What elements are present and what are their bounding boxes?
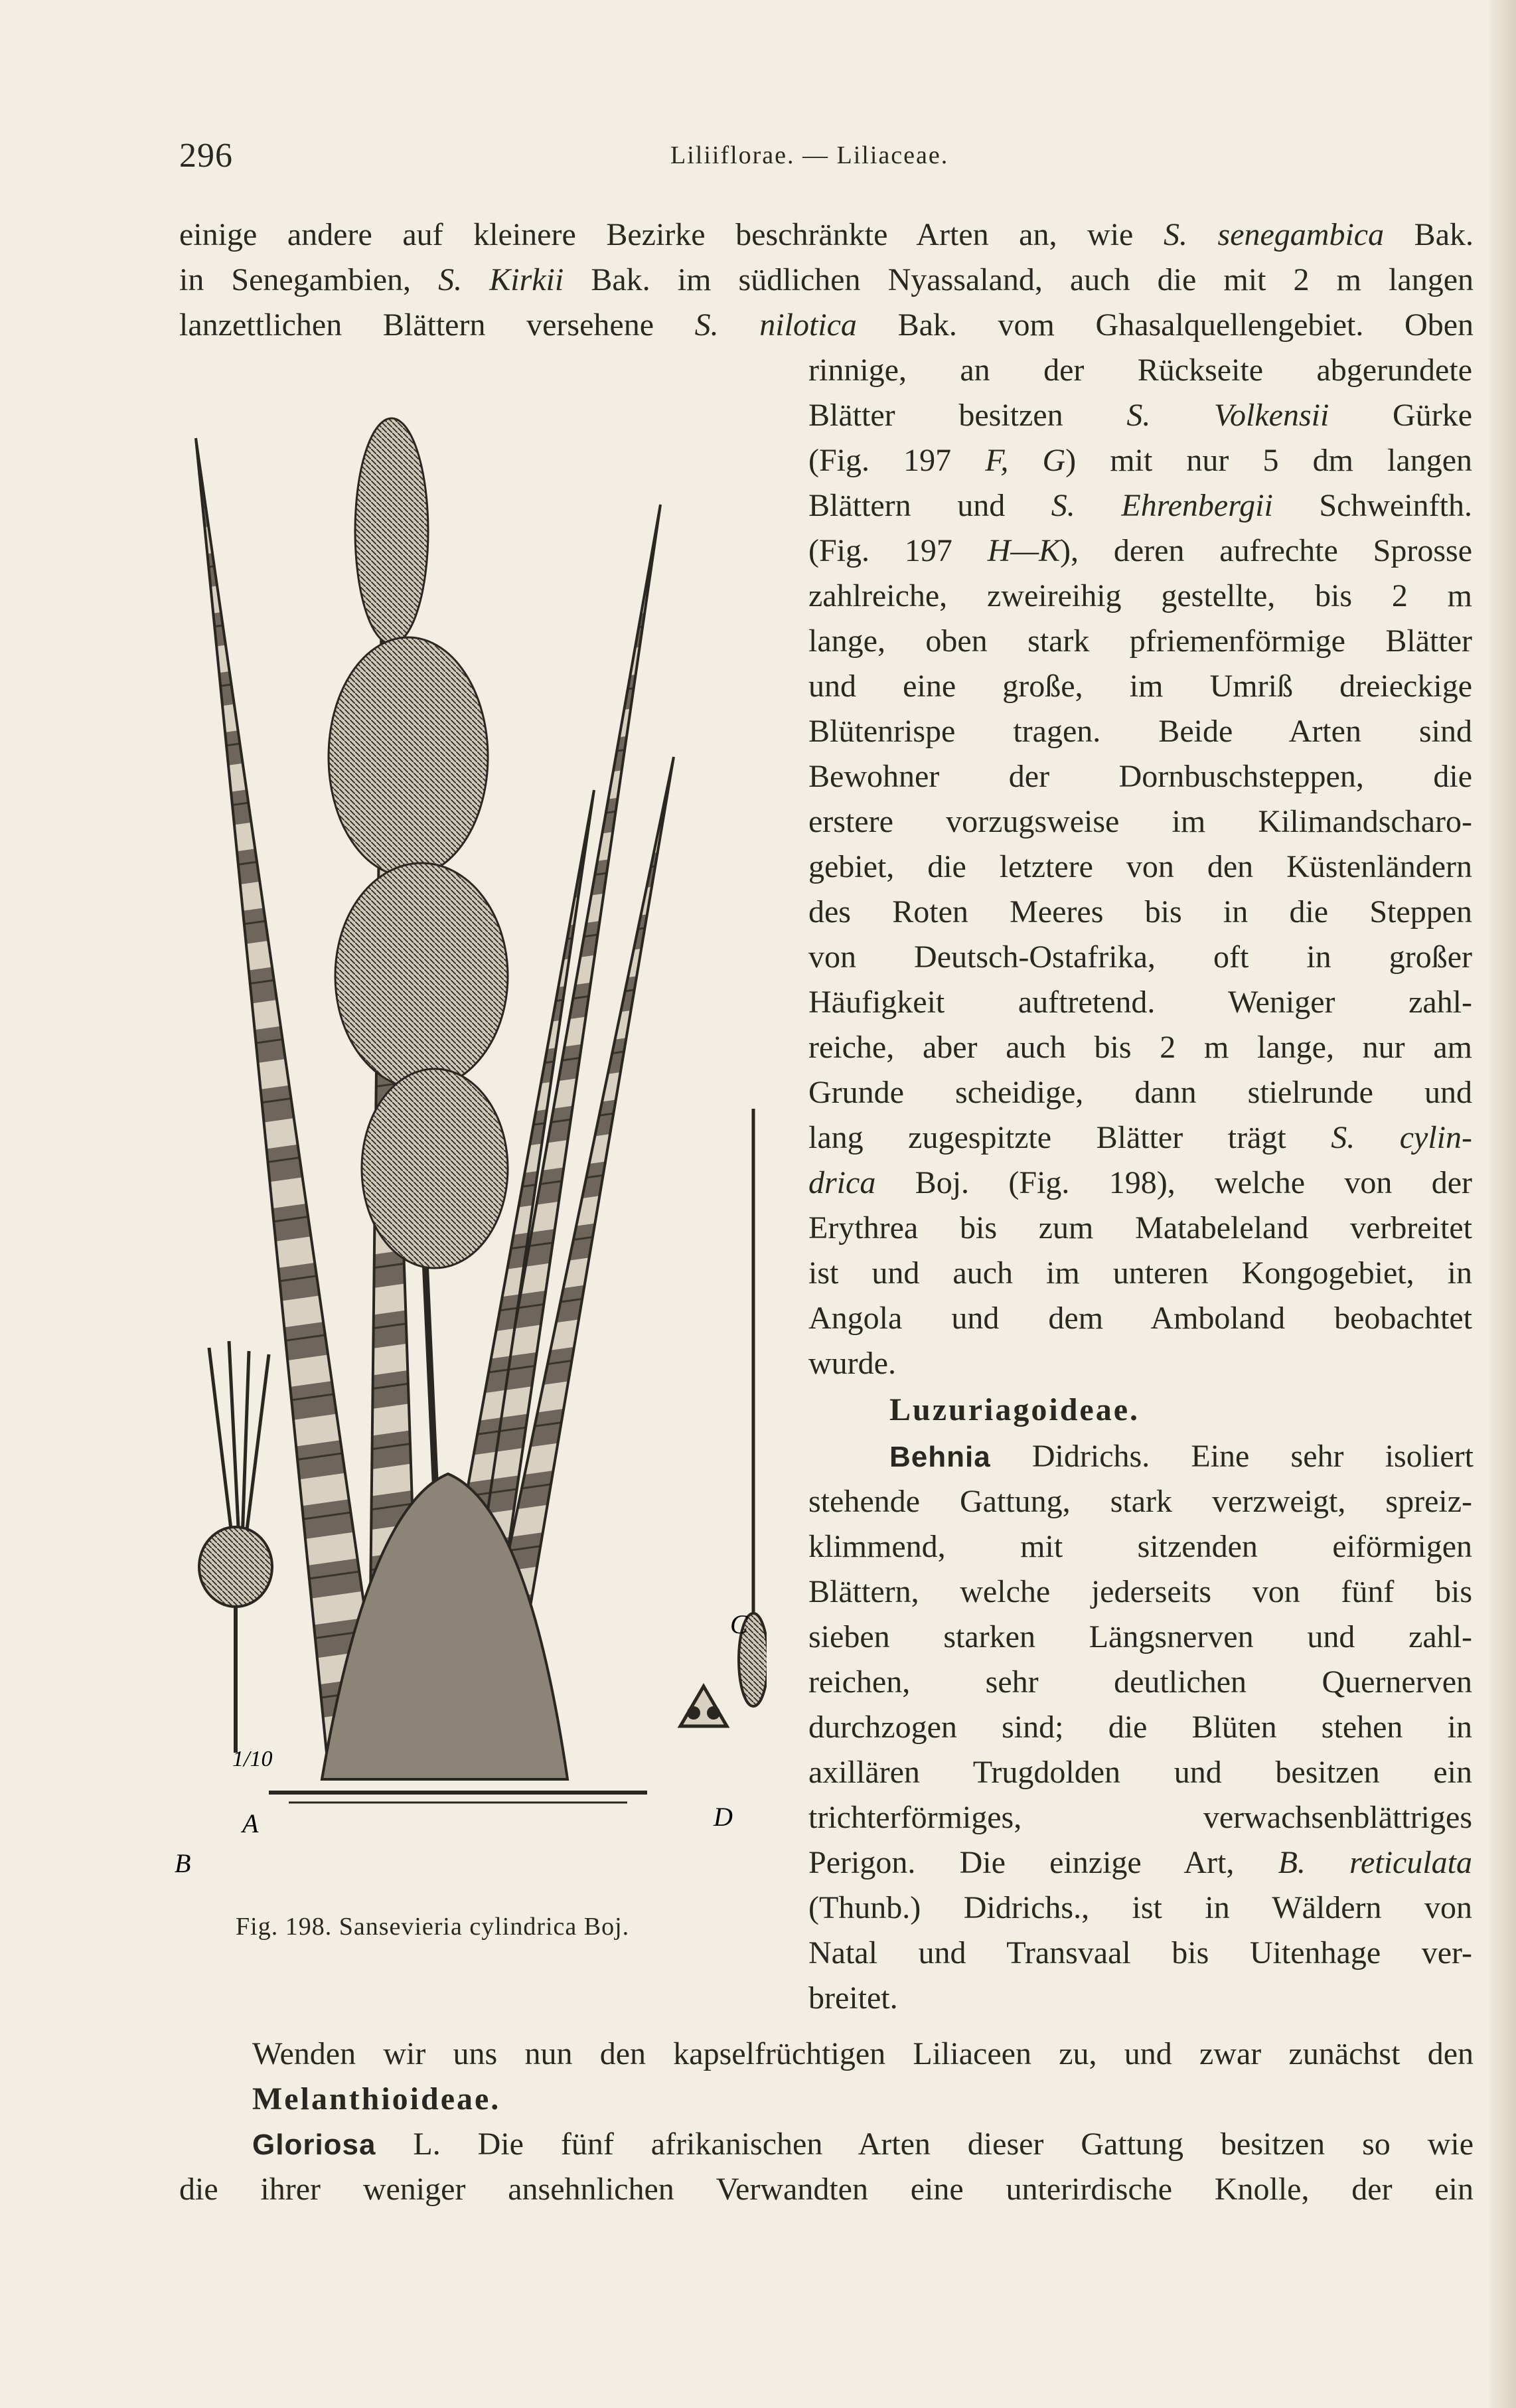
figure-illustration xyxy=(169,412,767,1892)
text-line: Bewohner der Dornbuschsteppen, die xyxy=(808,759,1472,794)
text-line: Blättern und S. Ehrenbergii Schweinfth. xyxy=(808,488,1472,523)
text-line: Angola und dem Amboland beobachtet xyxy=(808,1301,1472,1336)
text-line: gebiet, die letztere von den Küstenländern xyxy=(808,849,1472,884)
text-line: Blätter besitzen S. Volkensii Gürke xyxy=(808,398,1472,433)
text-line: des Roten Meeres bis in die Steppen xyxy=(808,894,1472,929)
text-line: Behnia Didrichs. Eine sehr isoliert xyxy=(889,1439,1474,1474)
text-line: klimmend, mit sitzenden eiförmigen xyxy=(808,1529,1472,1564)
running-title: Liliiflorae. — Liliaceae. xyxy=(670,141,949,169)
text-line: axillären Trugdolden und besitzen ein xyxy=(808,1755,1472,1790)
cross-section-detail-d xyxy=(680,1686,727,1726)
text-line: lang zugespitzte Blätter trägt S. cylin- xyxy=(808,1120,1473,1155)
text-line: trichterförmiges, verwachsenblättriges xyxy=(808,1800,1472,1835)
text-line: Blütenrispe tragen. Beide Arten sind xyxy=(808,714,1472,749)
text-line: (Thunb.) Didrichs., ist in Wäldern von xyxy=(808,1890,1472,1925)
label-c: C xyxy=(730,1609,748,1639)
text-line: Grunde scheidige, dann stielrunde und xyxy=(808,1075,1472,1110)
page-number: 296 xyxy=(179,137,233,175)
text-line: Gloriosa L. Die fünf afrikanischen Arten dieser Gattung besitzen so wie xyxy=(252,2127,1474,2162)
flower-cluster xyxy=(329,637,488,876)
text-line: einige andere auf kleinere Bezirke beschränkte Arten an, wie S. senegambica Bak. xyxy=(179,217,1474,252)
figure-caption: Fig. 198. Sansevieria cylindrica Boj. xyxy=(236,1913,630,1941)
text-line: rinnige, an der Rückseite abgerundete xyxy=(808,353,1472,388)
text-line: zahlreiche, zweireihig gestellte, bis 2 m xyxy=(808,578,1472,613)
text-line: sieben starken Längsnerven und zahl- xyxy=(808,1619,1472,1654)
text-line: lange, oben stark pfriemenförmige Blätter xyxy=(808,623,1472,659)
text-line: (Fig. 197 F, G) mit nur 5 dm langen xyxy=(808,443,1473,478)
text-line: erstere vorzugsweise im Kilimandscharo- xyxy=(808,804,1472,839)
flower-cluster xyxy=(362,1069,508,1268)
label-d: D xyxy=(714,1802,733,1832)
text-line: Erythrea bis zum Matabeleland verbreitet xyxy=(808,1210,1472,1245)
section-heading: Melanthioideae. xyxy=(252,2081,501,2117)
label-a: A xyxy=(242,1808,259,1838)
text-line: reichen, sehr deutlichen Quernerven xyxy=(808,1664,1472,1700)
text-line: wurde. xyxy=(808,1346,896,1381)
flower-cluster xyxy=(335,863,508,1089)
text-line: (Fig. 197 H—K), deren aufrechte Sprosse xyxy=(808,533,1472,568)
text-line: in Senegambien, S. Kirkii Bak. im südlichen Nyassaland, auch die mit 2 m langen xyxy=(179,262,1474,297)
flower-detail-b xyxy=(199,1341,272,1753)
page-edge xyxy=(1489,0,1516,2408)
text-line: Häufigkeit auftretend. Weniger zahl- xyxy=(808,985,1472,1020)
text-line: die ihrer weniger ansehnlichen Verwandten eine unterirdische Knolle, der ein xyxy=(179,2172,1474,2207)
text-line: Wenden wir uns nun den kapselfrüchtigen Liliaceen zu, und zwar zunächst den xyxy=(252,2036,1474,2071)
label-b: B xyxy=(175,1848,191,1878)
text-line: Natal und Transvaal bis Uitenhage ver- xyxy=(808,1935,1472,1970)
text-line: Blättern, welche jederseits von fünf bis xyxy=(808,1574,1472,1609)
text-line: und eine große, im Umriß dreieckige xyxy=(808,669,1472,704)
section-heading: Luzuriagoideae. xyxy=(889,1392,1140,1427)
sansevieria-illustration xyxy=(169,412,767,1892)
text-line: reiche, aber auch bis 2 m lange, nur am xyxy=(808,1030,1472,1065)
text-line: drica Boj. (Fig. 198), welche von der xyxy=(808,1165,1472,1200)
text-line: ist und auch im unteren Kongogebiet, in xyxy=(808,1255,1472,1291)
text-line: durchzogen sind; die Blüten stehen in xyxy=(808,1710,1472,1745)
text-line: Perigon. Die einzige Art, B. reticulata xyxy=(808,1845,1473,1880)
text-line: stehende Gattung, stark verzweigt, spreiz- xyxy=(808,1484,1472,1519)
flower-bud-cluster xyxy=(355,418,428,644)
scale-label: 1/10 xyxy=(232,1747,273,1771)
text-line: lanzettlichen Blättern versehene S. nilotica Bak. vom Ghasalquellengebiet. Oben xyxy=(179,307,1474,343)
text-line: von Deutsch-Ostafrika, oft in großer xyxy=(808,939,1472,975)
text-line: breitet. xyxy=(808,1980,898,2016)
